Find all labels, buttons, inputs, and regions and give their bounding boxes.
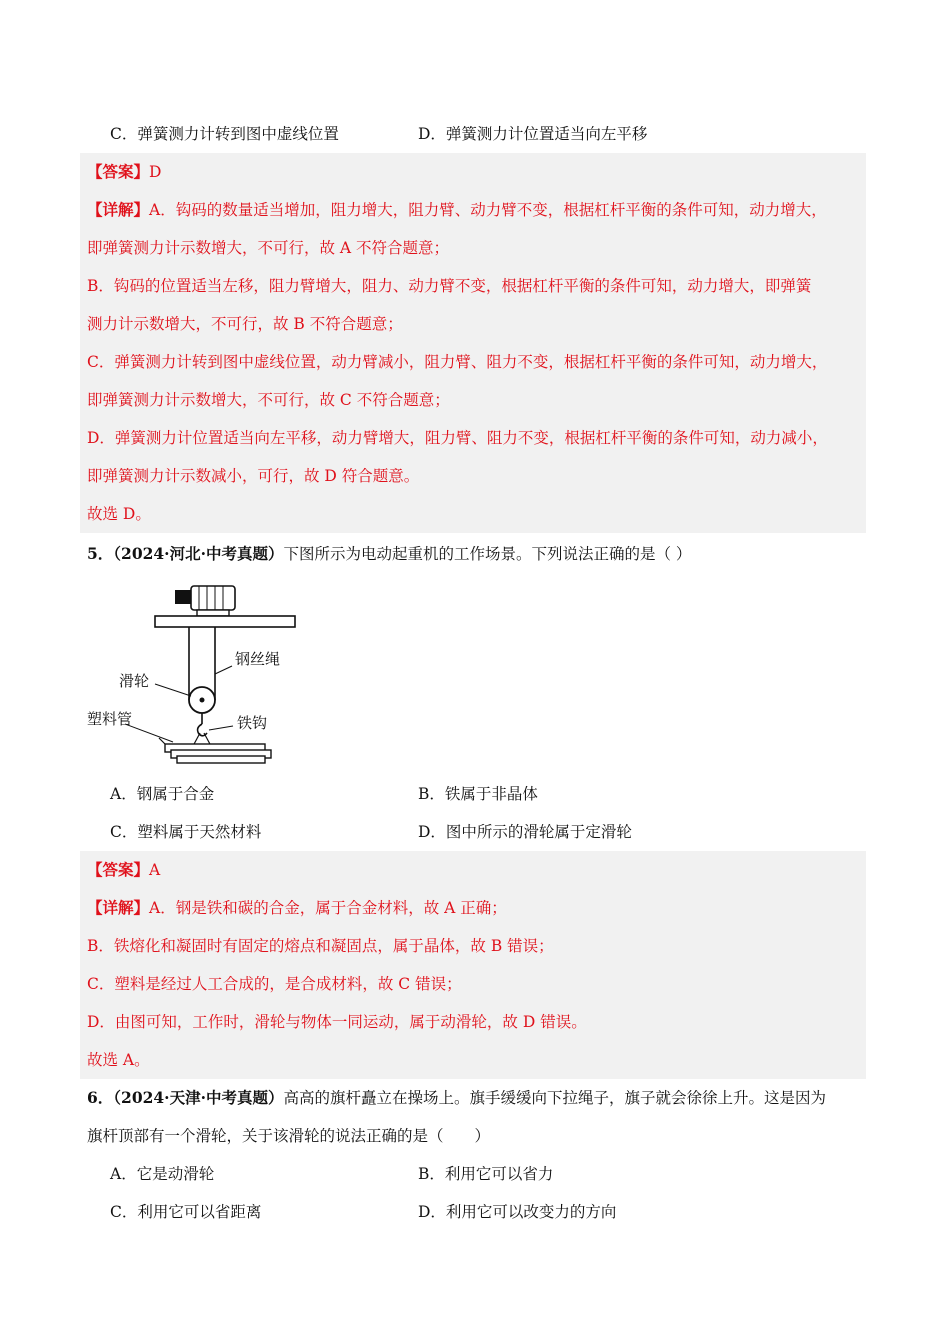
- q6-option-b: B．利用它可以省力: [418, 1165, 554, 1183]
- q5-detail-tag: 【详解】: [87, 898, 150, 917]
- label-plastic-pipe: 塑料管: [87, 710, 133, 728]
- q6-source: （2024·天津·中考真题）: [113, 1088, 284, 1107]
- crane-beam: [155, 616, 295, 627]
- q6-number: 6．: [87, 1088, 114, 1107]
- pulley-icon: [189, 687, 215, 713]
- q4-option-d: D．弹簧测力计位置适当向左平移: [418, 125, 648, 143]
- hook-icon: [193, 713, 211, 746]
- q4-detail-line-2: 即弹簧测力计示数增大，不可行，故 A 不符合题意；: [87, 239, 450, 257]
- crane-diagram: [85, 578, 305, 768]
- q5-detail-line-3: C．塑料是经过人工合成的，是合成材料，故 C 错误；: [87, 975, 462, 993]
- q4-option-c: C．弹簧测力计转到图中虚线位置: [110, 125, 339, 143]
- label-pulley: 滑轮: [119, 672, 150, 690]
- q4-answer-line: [87, 162, 161, 182]
- q4-detail-line-4: 测力计示数增大，不可行，故 B 不符合题意；: [87, 315, 403, 333]
- q6-option-d: D．利用它可以改变力的方向: [418, 1203, 617, 1221]
- q5-option-d: D．图中所示的滑轮属于定滑轮: [418, 823, 632, 841]
- q4-detail-line-6: 即弹簧测力计示数增大，不可行，故 C 不符合题意；: [87, 391, 450, 409]
- q4-detail-line-3: B．钩码的位置适当左移，阻力臂增大，阻力、动力臂不变，根据杠杆平衡的条件可知，动力增大，即弹簧: [87, 277, 812, 295]
- q6-option-c: C．利用它可以省距离: [110, 1203, 262, 1221]
- q4-detail-line-1: [87, 200, 827, 220]
- q4-detail-text: A．钩码的数量适当增加，阻力增大，阻力臂、动力臂不变，根据杠杆平衡的条件可知，动力增大，: [149, 201, 827, 219]
- q4-detail-line-9: 故选 D。: [87, 505, 151, 523]
- q5-option-b: B．铁属于非晶体: [418, 785, 538, 803]
- label-rope: 钢丝绳: [235, 650, 281, 668]
- q4-detail-line-5: C．弹簧测力计转到图中虚线位置，动力臂减小，阻力臂、阻力不变，根据杠杆平衡的条件可知，动力增大，: [87, 353, 828, 371]
- q5-option-c: C．塑料属于天然材料: [110, 823, 262, 841]
- q5-answer-box: [80, 851, 866, 1079]
- label-hook: 铁钩: [237, 714, 268, 732]
- q5-detail-line-4: D．由图可知，工作时，滑轮与物体一同运动，属于动滑轮，故 D 错误。: [87, 1013, 587, 1031]
- q4-detail-tag: 【详解】: [87, 200, 150, 219]
- q6-stem-line-2: 旗杆顶部有一个滑轮，关于该滑轮的说法正确的是（ ）: [87, 1127, 491, 1145]
- q5-stem-text: 下图所示为电动起重机的工作场景。下列说法正确的是（ ）: [283, 545, 692, 563]
- q5-answer-tag: 【答案】: [87, 860, 150, 879]
- q5-source: （2024·河北·中考真题）: [113, 544, 284, 563]
- q6-stem-line-1: [87, 1088, 826, 1108]
- q4-answer-box: [80, 153, 866, 533]
- q5-answer-value: A: [149, 861, 161, 879]
- q4-answer-tag: 【答案】: [87, 162, 150, 181]
- q4-answer-value: D: [149, 163, 162, 181]
- q4-detail-line-7: D．弹簧测力计位置适当向左平移，动力臂增大，阻力臂、阻力不变，根据杠杆平衡的条件可知，动力减小，: [87, 429, 828, 447]
- plastic-pipes-icon: [159, 738, 271, 763]
- q5-stem: [87, 544, 691, 564]
- q5-detail-text: A．钢是铁和碳的合金，属于合金材料，故 A 正确；: [149, 899, 507, 917]
- q6-option-a: A．它是动滑轮: [110, 1165, 215, 1183]
- q5-detail-line-5: 故选 A。: [87, 1051, 150, 1069]
- q5-option-a: A．钢属于合金: [110, 785, 215, 803]
- q4-detail-line-8: 即弹簧测力计示数减小，可行，故 D 符合题意。: [87, 467, 420, 485]
- q5-number: 5．: [87, 544, 114, 563]
- q5-detail-line-1: [87, 898, 507, 918]
- q5-answer-line: [87, 860, 160, 880]
- motor-icon: [175, 586, 235, 616]
- q5-detail-line-2: B．铁熔化和凝固时有固定的熔点和凝固点，属于晶体，故 B 错误；: [87, 937, 554, 955]
- q6-stem-text: 高高的旗杆矗立在操场上。旗手缓缓向下拉绳子，旗子就会徐徐上升。这是因为: [283, 1089, 826, 1107]
